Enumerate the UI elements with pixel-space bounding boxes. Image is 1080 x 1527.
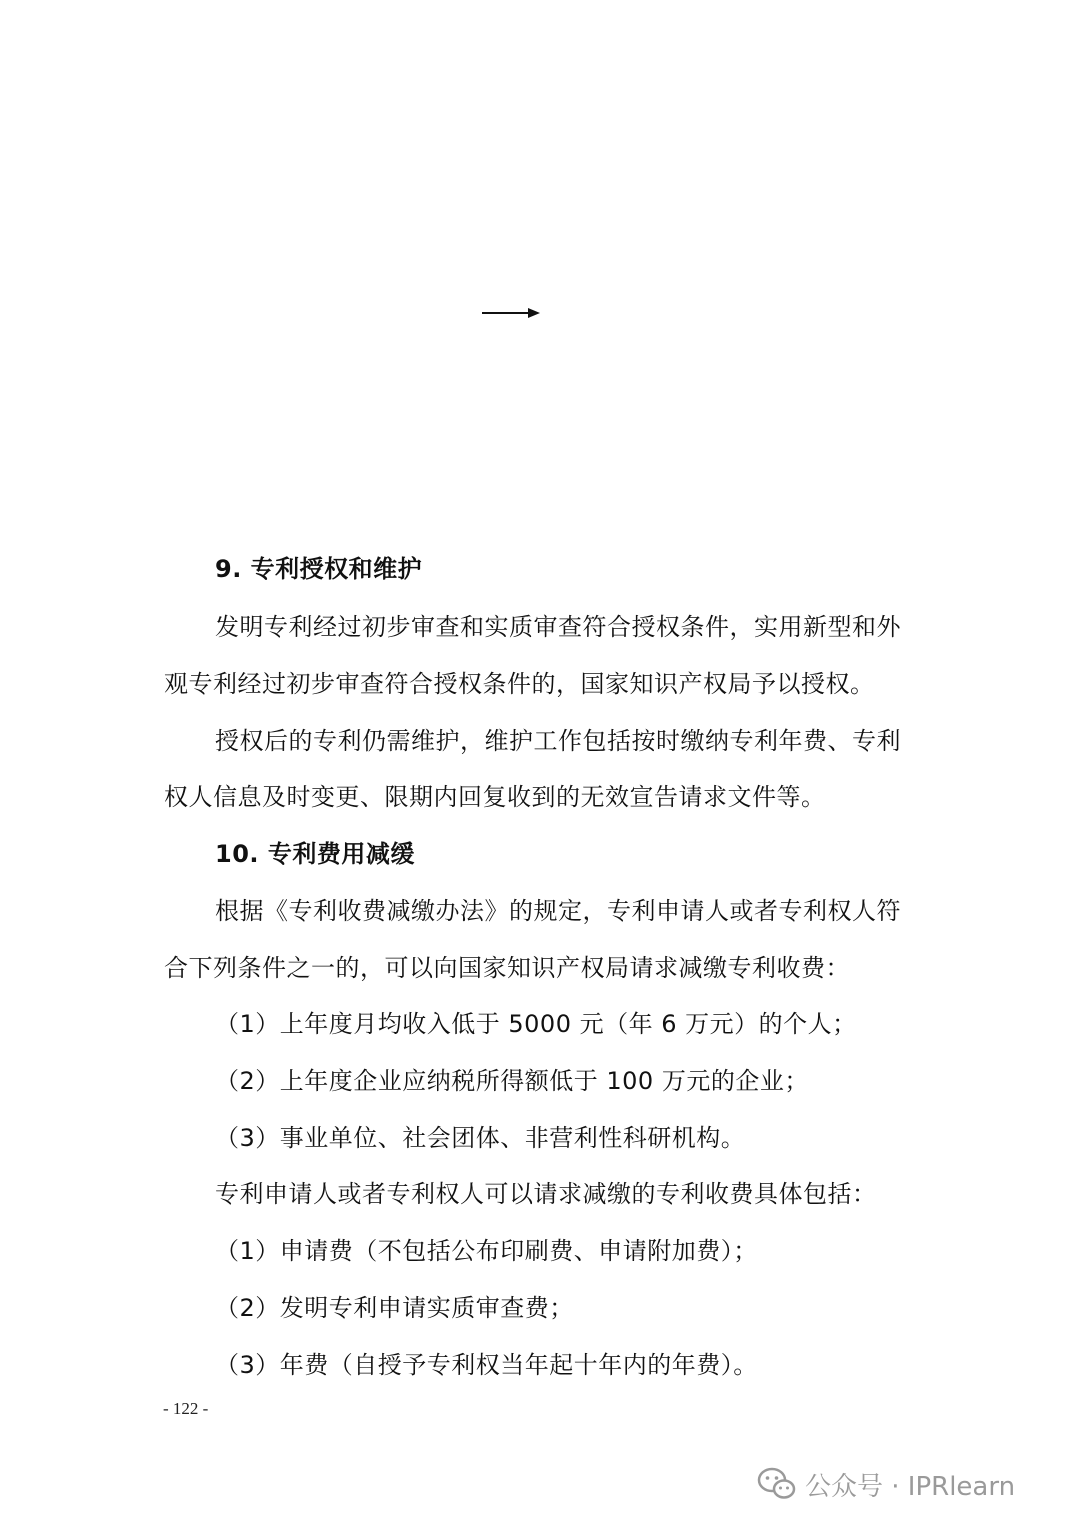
paragraph-line: 授权后的专利仍需维护，维护工作包括按时缴纳专利年费、专利: [215, 727, 901, 755]
list-item: （2）发明专利申请实质审查费；: [215, 1294, 574, 1322]
paragraph-line: 观专利经过初步审查符合授权条件的，国家知识产权局予以授权。: [164, 670, 875, 698]
watermark: [757, 1462, 1015, 1506]
paragraph-line: 权人信息及时变更、限期内回复收到的无效宣告请求文件等。: [164, 783, 826, 811]
paragraph-line: 合下列条件之一的，可以向国家知识产权局请求减缴专利收费：: [164, 954, 850, 982]
paragraph-line: 发明专利经过初步审查和实质审查符合授权条件，实用新型和外: [215, 613, 901, 641]
section-heading-patent-grant: 9. 专利授权和维护: [215, 555, 423, 583]
section-heading-fee-reduction: 10. 专利费用减缓: [215, 840, 415, 868]
list-item: （2）上年度企业应纳税所得额低于 100 万元的企业；: [215, 1067, 809, 1095]
list-item: （1）上年度月均收入低于 5000 元（年 6 万元）的个人；: [215, 1010, 857, 1038]
paragraph-line: 根据《专利收费减缴办法》的规定，专利申请人或者专利权人符: [215, 897, 901, 925]
list-item: （1）申请费（不包括公布印刷费、申请附加费）；: [215, 1237, 758, 1265]
paragraph-line: 专利申请人或者专利权人可以请求减缴的专利收费具体包括：: [215, 1180, 877, 1208]
watermark-text: 公众号 · IPRlearn: [805, 1471, 1016, 1502]
list-item: （3）事业单位、社会团体、非营利性科研机构。: [215, 1124, 746, 1152]
list-item: （3）年费（自授予专利权当年起十年内的年费）。: [215, 1351, 758, 1379]
arrow-icon: [480, 305, 542, 321]
wechat-icon: [757, 1467, 797, 1501]
page-number: - 122 -: [163, 1399, 209, 1418]
